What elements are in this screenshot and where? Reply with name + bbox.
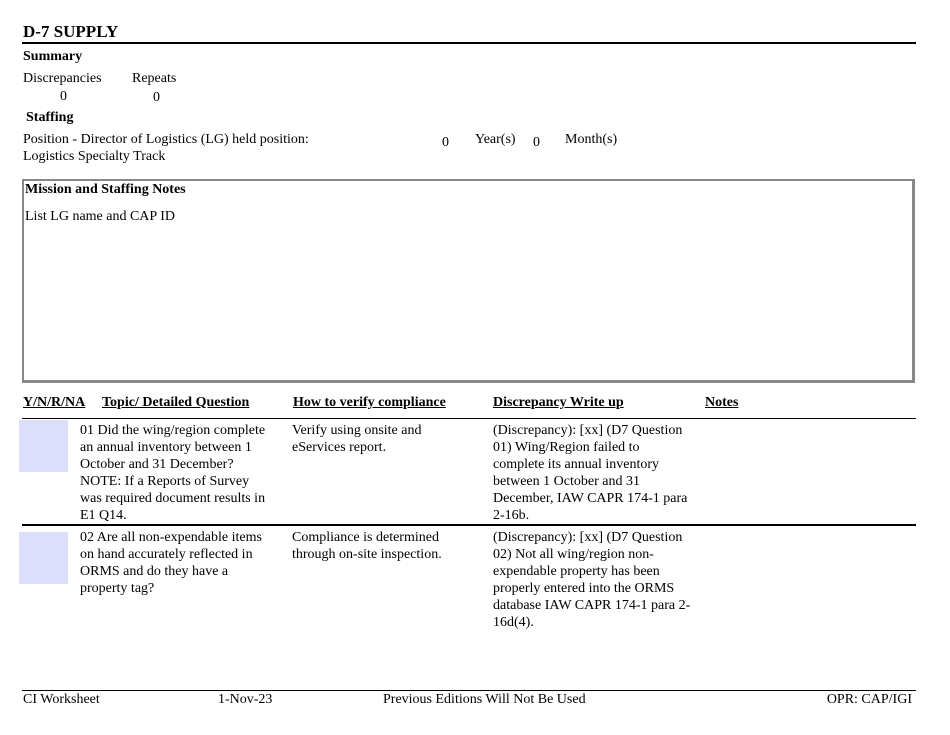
question-line: ORMS and do they have a [80, 564, 229, 579]
question-line: property tag? [80, 581, 155, 596]
repeats-value: 0 [153, 90, 160, 105]
footer-worksheet-label: CI Worksheet [23, 692, 100, 707]
footer-rule [22, 690, 916, 691]
discrepancy-line: database IAW CAPR 174-1 para 2- [493, 598, 691, 613]
discrepancy-line: 02) Not all wing/region non- [493, 547, 654, 562]
question-line: October and 31 December? [80, 457, 234, 472]
footer-opr: OPR: CAP/IGI [826, 692, 912, 707]
title-rule [22, 42, 916, 44]
col-header-verify: How to verify compliance [293, 395, 446, 410]
answer-input-q01[interactable] [19, 420, 68, 472]
col-header-answer: Y/N/R/NA [23, 395, 86, 410]
verify-line: eServices report. [292, 440, 387, 455]
years-value[interactable]: 0 [442, 135, 449, 150]
question-line: 01 Did the wing/region complete [80, 423, 266, 438]
page-title: D-7 SUPPLY [23, 22, 119, 41]
question-line: an annual inventory between 1 [80, 440, 252, 455]
footer-date: 1-Nov-23 [218, 692, 273, 707]
col-header-discrepancy: Discrepancy Write up [493, 395, 624, 410]
months-label: Month(s) [565, 132, 618, 147]
verify-line: through on-site inspection. [292, 547, 442, 562]
discrepancy-line: (Discrepancy): [xx] (D7 Question [493, 423, 683, 438]
mission-notes-content[interactable]: List LG name and CAP ID [25, 209, 175, 224]
position-label: Position - Director of Logistics (LG) held position: [23, 132, 309, 147]
row-divider [22, 524, 916, 526]
question-line: NOTE: If a Reports of Survey [80, 474, 250, 489]
answer-input-q02[interactable] [19, 532, 68, 584]
track-label: Logistics Specialty Track [23, 149, 166, 164]
question-text-q01 [80, 422, 285, 524]
discrepancy-line: 2-16b. [493, 508, 530, 523]
discrepancy-line: December, IAW CAPR 174-1 para [493, 491, 688, 506]
question-line: on hand accurately reflected in [80, 547, 253, 562]
discrepancy-line: 16d(4). [493, 615, 534, 630]
question-line: 02 Are all non-expendable items [80, 530, 262, 545]
verify-line: Verify using onsite and [292, 423, 422, 438]
discrepancy-line: 01) Wing/Region failed to [493, 440, 640, 455]
discrepancy-text-q02 [493, 529, 703, 631]
verify-line: Compliance is determined [292, 530, 439, 545]
discrepancy-line: properly entered into the ORMS [493, 581, 675, 596]
mission-notes-heading: Mission and Staffing Notes [25, 182, 186, 197]
question-line: was required document results in [80, 491, 266, 506]
years-label: Year(s) [475, 132, 516, 147]
discrepancy-line: between 1 October and 31 [493, 474, 640, 489]
col-header-topic: Topic/ Detailed Question [102, 395, 250, 410]
question-text-q02 [80, 529, 285, 597]
question-line: E1 Q14. [80, 508, 127, 523]
mission-notes-box[interactable] [22, 179, 915, 383]
staffing-heading: Staffing [26, 110, 74, 125]
summary-heading: Summary [23, 49, 83, 64]
header-rule [22, 418, 916, 419]
discrepancy-line: complete its annual inventory [493, 457, 660, 472]
months-value[interactable]: 0 [533, 135, 540, 150]
discrepancy-text-q01 [493, 422, 703, 524]
verify-text-q02 [292, 529, 482, 563]
repeats-label: Repeats [132, 71, 177, 86]
discrepancies-label: Discrepancies [23, 71, 102, 86]
col-header-notes: Notes [705, 395, 739, 410]
discrepancy-line: (Discrepancy): [xx] (D7 Question [493, 530, 683, 545]
discrepancy-line: expendable property has been [493, 564, 660, 579]
footer-editions-notice: Previous Editions Will Not Be Used [383, 692, 586, 707]
discrepancies-value: 0 [60, 89, 67, 104]
verify-text-q01 [292, 422, 482, 456]
